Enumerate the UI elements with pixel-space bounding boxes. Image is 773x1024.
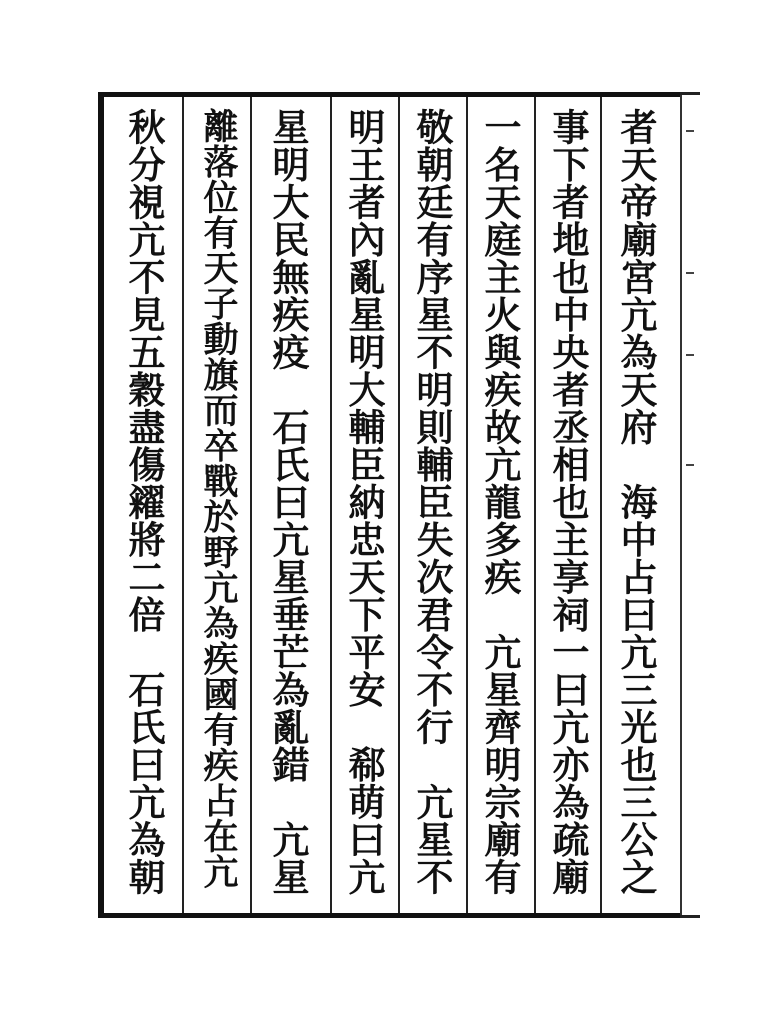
column-rule [330,97,332,913]
gutter-line [680,92,682,918]
column-rule [250,97,252,913]
text-column-1: 者天帝廟宮亢為天府 海中占曰亢三光也三公之 [614,108,658,896]
column-rule [182,97,184,913]
text-column-4: 敬朝廷有序星不明則輔臣失次君令不行 亢星不 [410,108,454,896]
page-gutter [680,92,700,918]
text-column-6: 星明大民無疾疫 石氏曰亢星垂芒為亂錯 亢星 [266,108,310,896]
text-column-7: 離落位有天子動旗而卒戰於野亢為疾國有疾占在亢 [198,108,239,889]
column-rule [600,97,602,913]
gutter-bottom-rule [680,915,700,918]
column-rule [466,97,468,913]
column-rule [534,97,536,913]
gutter-mark [686,272,694,274]
text-column-2: 事下者地也中央者丞相也主享祠一曰亢亦為疏廟 [546,108,590,896]
text-column-3: 一名天庭主火與疾故亢龍多疾 亢星齊明宗廟有 [478,108,522,896]
gutter-mark [686,130,694,132]
gutter-mark [686,464,694,466]
text-column-5: 明王者內亂星明大輔臣納忠天下平安 郗萌曰亢 [342,108,386,896]
text-column-8: 秋分視亢不見五穀盡傷糴將二倍 石氏曰亢為朝 [122,108,166,896]
column-rule [398,97,400,913]
gutter-mark [686,354,694,356]
gutter-top-rule [680,92,700,95]
